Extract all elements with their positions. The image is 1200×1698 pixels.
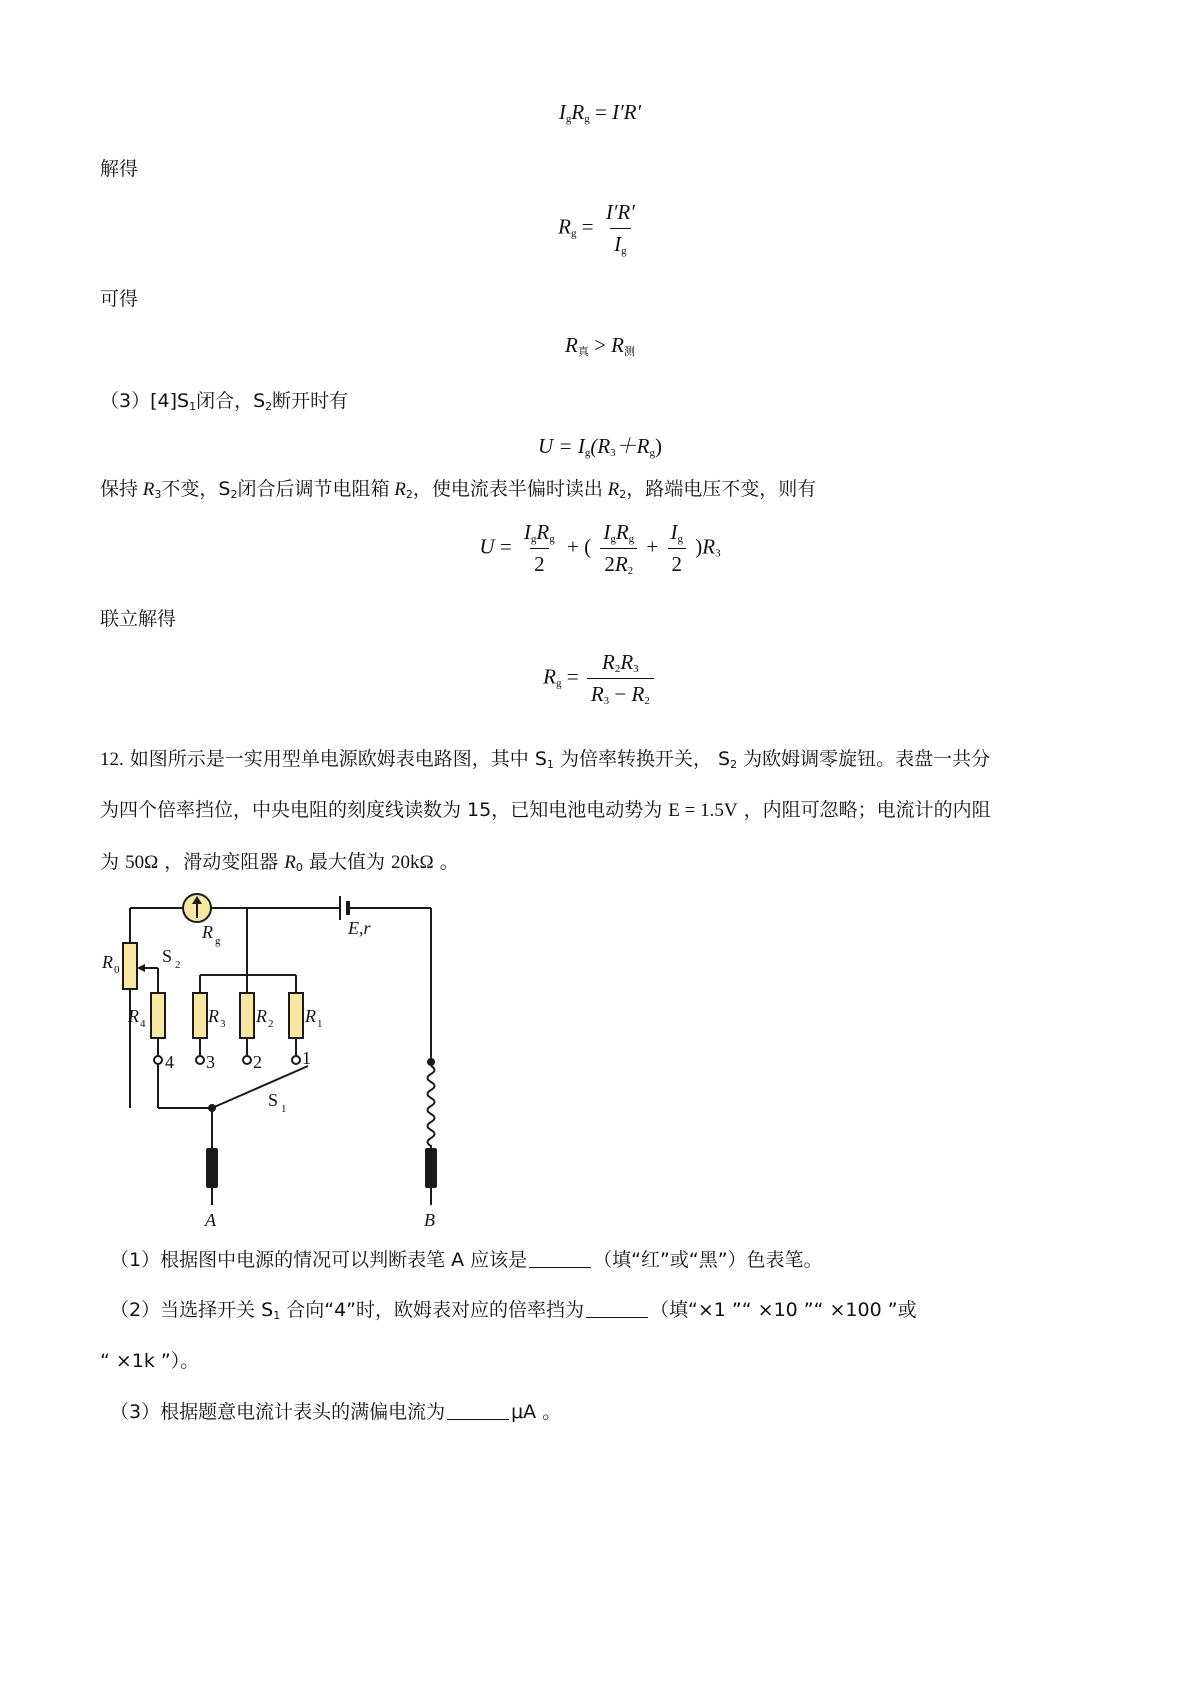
label-probe-a: A <box>205 1210 216 1230</box>
resistor-r3 <box>193 993 207 1038</box>
label-r4: R <box>128 1006 139 1026</box>
label-s2: S <box>162 946 173 966</box>
equation-3: $R_真 > R_测$ <box>565 333 635 358</box>
probe-b-node <box>427 1058 435 1066</box>
resistor-r4 <box>151 993 165 1038</box>
equation-5: U = $\frac{I_gR_g}{2}$ + ( $\frac{I_gR_g}{2R_2}$ + $\frac{I_g}{2}$ )$R_3$ <box>479 520 721 577</box>
resistor-r1 <box>289 993 303 1038</box>
terminal-4 <box>154 1056 162 1064</box>
sub-question-3: （3）根据题意电流计表头的满偏电流为 μA 。 <box>110 1401 562 1423</box>
label-r2: R <box>256 1006 267 1026</box>
equation-2: $R_g$ = $\frac{I'R'}{I_g}$ <box>558 200 635 257</box>
label-r3: R <box>208 1006 219 1026</box>
svg-text:g: g <box>215 935 221 947</box>
equation-6: $R_g$ = $\frac{R_2R_3}{R_3 - R_2}$ <box>0 650 1200 707</box>
probe-a <box>206 1148 218 1188</box>
label-terminal-2: 2 <box>253 1052 262 1072</box>
question-line-2: 为四个倍率挡位，中央电阻的刻度线读数为 15，已知电池电动势为 E = 1.5V ，内阻可忽略；电流计的内阻 <box>100 799 991 821</box>
sub-question-2: （2）当选择开关 $S_1$ 合向“4”时，欧姆表对应的倍率挡为 （填“×1 ”“ ×10 ”“ ×100 ”或 <box>110 1299 917 1322</box>
sub-question-1: （1）根据图中电源的情况可以判断表笔 A 应该是 （填“红”或“黑”）色表笔。 <box>110 1249 823 1271</box>
label-s1: S <box>268 1090 279 1110</box>
equation-1: $I_gR_g = I'R'$ <box>558 100 642 125</box>
label-rg: R <box>202 922 213 942</box>
terminal-1 <box>292 1056 300 1064</box>
text-lianli: 联立解得 <box>100 608 177 630</box>
resistor-r2 <box>240 993 254 1038</box>
label-terminal-1: 1 <box>302 1048 311 1068</box>
coiled-lead <box>428 1066 435 1148</box>
s1-pivot <box>208 1104 216 1112</box>
resistor-r0 <box>123 943 137 989</box>
keep-r3-text: 保持 $R_3$不变，$S_2$闭合后调节电阻箱 $R_2$，使电流表半偏时读出 $R_2$，路端电压不变，则有 <box>100 478 817 501</box>
svg-text:0: 0 <box>114 964 120 976</box>
ohmmeter-circuit-diagram <box>90 880 510 1240</box>
answer-blank-1[interactable] <box>529 1249 591 1268</box>
question-line-3: 为 50Ω ，滑动变阻器 $R_0$ 最大值为 20kΩ 。 <box>100 851 459 874</box>
label-terminal-4: 4 <box>165 1052 174 1072</box>
text-jiede: 解得 <box>100 158 139 180</box>
part3-intro: $(3)[4]S_1$闭合，$S_2$断开时有 <box>100 390 349 413</box>
label-emf: E,r <box>348 918 371 938</box>
probe-b <box>425 1148 437 1188</box>
equation-4: $U = I_g(R_3+R_g)$ <box>538 434 662 459</box>
svg-text:3: 3 <box>220 1018 226 1030</box>
svg-text:1: 1 <box>281 1103 287 1115</box>
sub-question-2-cont: “ ×1k ”）。 <box>100 1350 200 1372</box>
svg-text:4: 4 <box>140 1018 146 1030</box>
answer-blank-2[interactable] <box>586 1299 648 1318</box>
answer-blank-3[interactable] <box>447 1401 509 1420</box>
svg-text:1: 1 <box>317 1018 323 1030</box>
svg-text:2: 2 <box>175 959 181 971</box>
text-kede: 可得 <box>100 288 139 310</box>
label-terminal-3: 3 <box>206 1052 215 1072</box>
question-line-1: 12. 如图所示是一实用型单电源欧姆表电路图，其中 $S_1$ 为倍率转换开关， $S_2$ 为欧姆调零旋钮。表盘一共分 <box>100 748 991 771</box>
label-r1: R <box>305 1006 316 1026</box>
label-r0: R <box>102 952 113 972</box>
s1-blade <box>212 1066 308 1108</box>
label-probe-b: B <box>424 1210 435 1230</box>
terminal-3 <box>196 1056 204 1064</box>
terminal-2 <box>243 1056 251 1064</box>
svg-text:2: 2 <box>268 1018 274 1030</box>
